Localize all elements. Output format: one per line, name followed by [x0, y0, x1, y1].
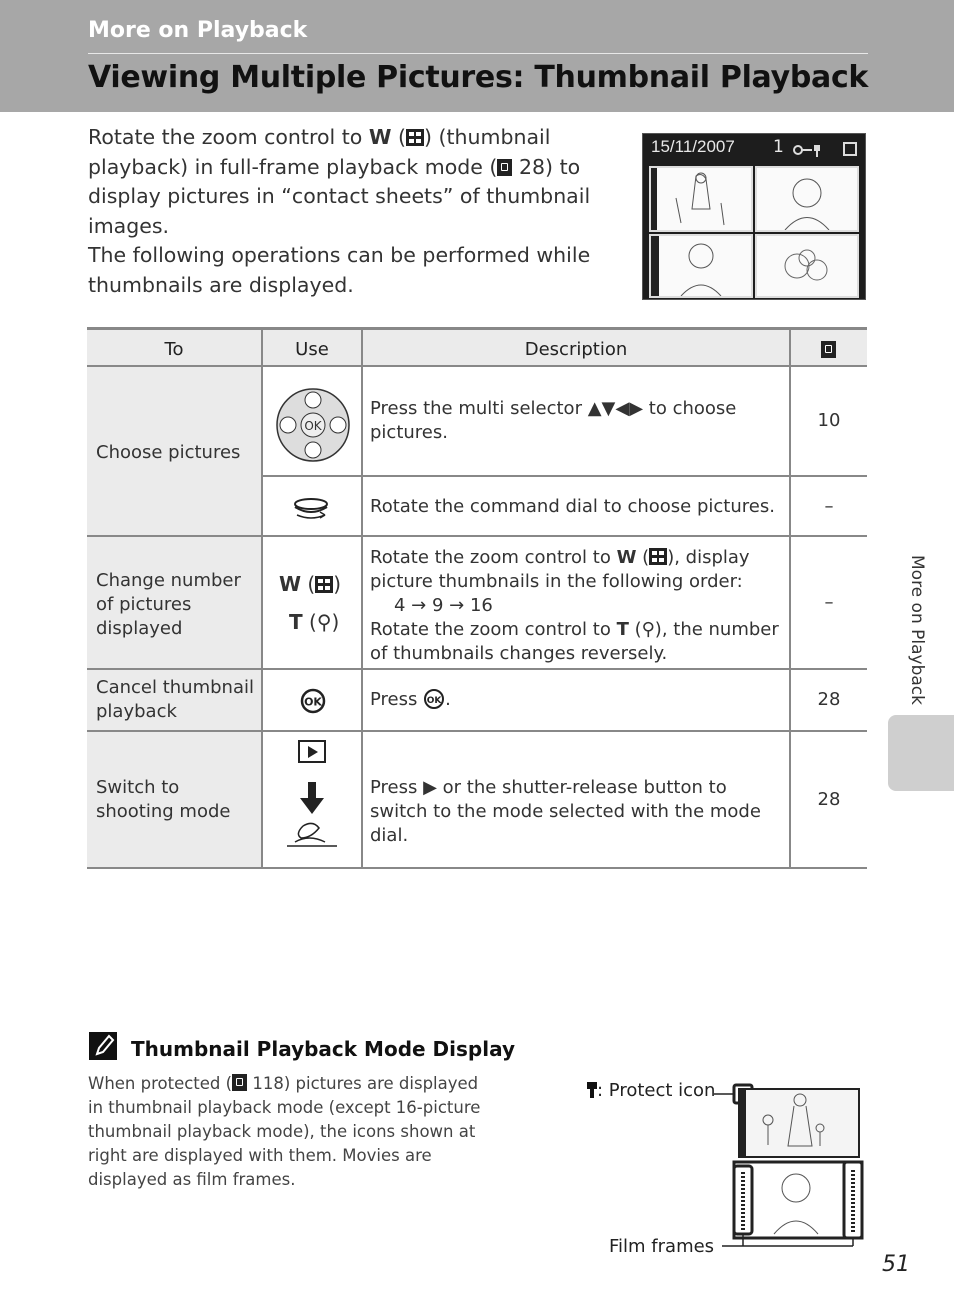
row2-desc-w: W	[616, 547, 637, 568]
cell-to	[87, 537, 263, 668]
protect-label	[587, 1080, 715, 1101]
camera-screen-thumbnails	[642, 133, 866, 300]
intro-p1b: (thumbnail playback) in full-frame playback mode (	[88, 125, 551, 179]
row3-ref: 28	[817, 689, 841, 710]
zoom-t-use: T (⚲)	[289, 610, 340, 634]
cell-desc	[363, 367, 791, 535]
down-arrow-icon	[300, 782, 324, 816]
cell-desc	[363, 670, 791, 730]
row1-desc2: Rotate the command dial to choose pictures.	[370, 496, 775, 517]
row3-desc: Press OK .	[370, 689, 451, 710]
protect-key-icon	[793, 143, 821, 157]
row1-ref2: –	[824, 496, 834, 517]
header-rule	[88, 53, 868, 54]
cell-ref	[791, 367, 867, 535]
row3-desc-text: Press	[370, 689, 418, 710]
thumbnail-1	[649, 166, 753, 232]
cell-ref	[791, 537, 867, 668]
row3-to: Cancel thumbnail playback	[96, 677, 254, 722]
note-body-b: 118) pictures are displayed in thumbnail playback mode (except 16-picture thumbnail playback mode), the icons shown at right are displayed with them. Movies are displayed as film frames.	[88, 1074, 481, 1189]
svg-text:OK: OK	[304, 419, 322, 433]
note-title: Thumbnail Playback Mode Display	[131, 1037, 515, 1061]
table-header-row	[87, 327, 867, 367]
page-ref-icon	[232, 1074, 247, 1091]
ok-button-icon	[300, 688, 326, 714]
row2-desc-t: T	[616, 619, 629, 640]
cell-desc	[363, 537, 791, 668]
intro-p1-ref: 28) to display pictures in “contact sheets” of thumbnail images.	[88, 154, 591, 238]
table-row	[87, 367, 867, 537]
cell-use	[263, 537, 363, 668]
note-pencil-icon	[89, 1032, 117, 1060]
w-letter: W	[279, 572, 302, 596]
ok-text: OK	[426, 696, 442, 706]
row2-order: 4 → 9 → 16	[394, 595, 493, 616]
row2-to: Change number of pictures displayed	[96, 570, 241, 639]
sidebar-tab	[888, 715, 954, 791]
protect-label-text: : Protect icon	[597, 1080, 716, 1101]
header-cell-desc	[363, 330, 791, 365]
note-body	[88, 1072, 498, 1192]
row1-ref1: 10	[817, 410, 841, 431]
protect-film-illustration	[712, 1080, 872, 1260]
row1-to: Choose pictures	[96, 442, 241, 463]
command-dial-icon	[291, 495, 331, 523]
row4-desc: Press ▶ or the shutter-release button to switch to the mode selected with the mode dial.	[370, 777, 761, 846]
table-row	[87, 732, 867, 869]
film-frames-label: Film frames	[609, 1236, 715, 1257]
cell-ref	[791, 732, 867, 867]
page-number: 51	[882, 1252, 910, 1277]
t-letter: T	[289, 610, 303, 634]
row2-desc-b: ), display picture thumbnails in the following order:	[370, 547, 750, 592]
thumbnail-3	[649, 234, 753, 298]
zoom-w-use: W ( )	[279, 572, 342, 596]
cell-use	[263, 670, 363, 730]
header-cell-ref	[791, 330, 867, 365]
header-to: To	[164, 339, 184, 360]
use-divider	[263, 475, 361, 477]
intro-p2: The following operations can be performed while thumbnails are displayed.	[88, 243, 591, 297]
ok-text: OK	[304, 695, 322, 709]
row2-desc-c: Rotate the zoom control to	[370, 619, 611, 640]
row2-desc-d: ), the number of thumbnails changes reversely.	[370, 619, 779, 664]
intro-p1: Rotate the zoom control to	[88, 125, 363, 149]
row2-desc-a: Rotate the zoom control to	[370, 547, 611, 568]
header-use: Use	[295, 339, 329, 360]
row2-desc: Rotate the zoom control to W ( ), display picture thumbnails in the following order: 4 → 9 → 16 Rotate the zoom control to T (⚲), the number of thumbnails changes reversely.	[370, 547, 779, 664]
header-desc: Description	[524, 339, 628, 360]
header-cell-to	[87, 330, 263, 365]
internal-memory-icon	[843, 142, 857, 156]
page-title: Viewing Multiple Pictures: Thumbnail Playback	[88, 60, 869, 95]
thumbnail-2	[755, 166, 859, 232]
header-cell-use	[263, 330, 363, 365]
cell-to	[87, 367, 263, 535]
cell-desc	[363, 732, 791, 867]
cell-to	[87, 670, 263, 730]
intro-text: Rotate the zoom control to W ( ) (thumbnail playback) in full-frame playback mode ( 28) to display pictures in “contact sheets” of thumbnail images. The following operations can be performed while thumbnails are displayed.	[88, 125, 591, 297]
thumbnail-icon	[406, 129, 424, 146]
page-header	[0, 0, 954, 112]
sidebar-label: More on Playback	[907, 555, 927, 705]
magnify-icon: ⚲	[641, 619, 655, 640]
row1-desc1: Press the multi selector ▲▼◀▶ to choose pictures.	[370, 398, 737, 443]
ok-button-icon	[423, 688, 445, 710]
table-row	[87, 537, 867, 670]
protect-icon	[587, 1082, 597, 1098]
playback-button-icon	[298, 740, 326, 764]
ref-divider	[791, 475, 867, 477]
page-ref-icon	[497, 159, 512, 176]
thumbnail-icon	[649, 548, 667, 565]
cell-use	[263, 732, 363, 867]
magnify-icon: ⚲	[316, 610, 332, 634]
screen-date: 15/11/2007	[651, 137, 735, 156]
screen-number: 1	[773, 137, 784, 157]
thumbnail-4	[755, 234, 859, 298]
thumbnail-icon	[315, 576, 333, 593]
section-title: More on Playback	[88, 18, 308, 43]
page-ref-icon	[821, 341, 836, 358]
cell-to	[87, 732, 263, 867]
row4-to: Switch to shooting mode	[96, 777, 231, 822]
desc-divider	[363, 475, 789, 477]
multi-selector-icon	[275, 387, 351, 463]
shutter-release-icon	[283, 820, 341, 852]
note-body-a: When protected (	[88, 1074, 233, 1093]
cell-use	[263, 367, 363, 535]
row2-ref: –	[824, 592, 834, 613]
cell-ref	[791, 670, 867, 730]
row4-ref: 28	[817, 789, 841, 810]
zoom-w-symbol: W	[368, 125, 392, 149]
table-row	[87, 670, 867, 732]
